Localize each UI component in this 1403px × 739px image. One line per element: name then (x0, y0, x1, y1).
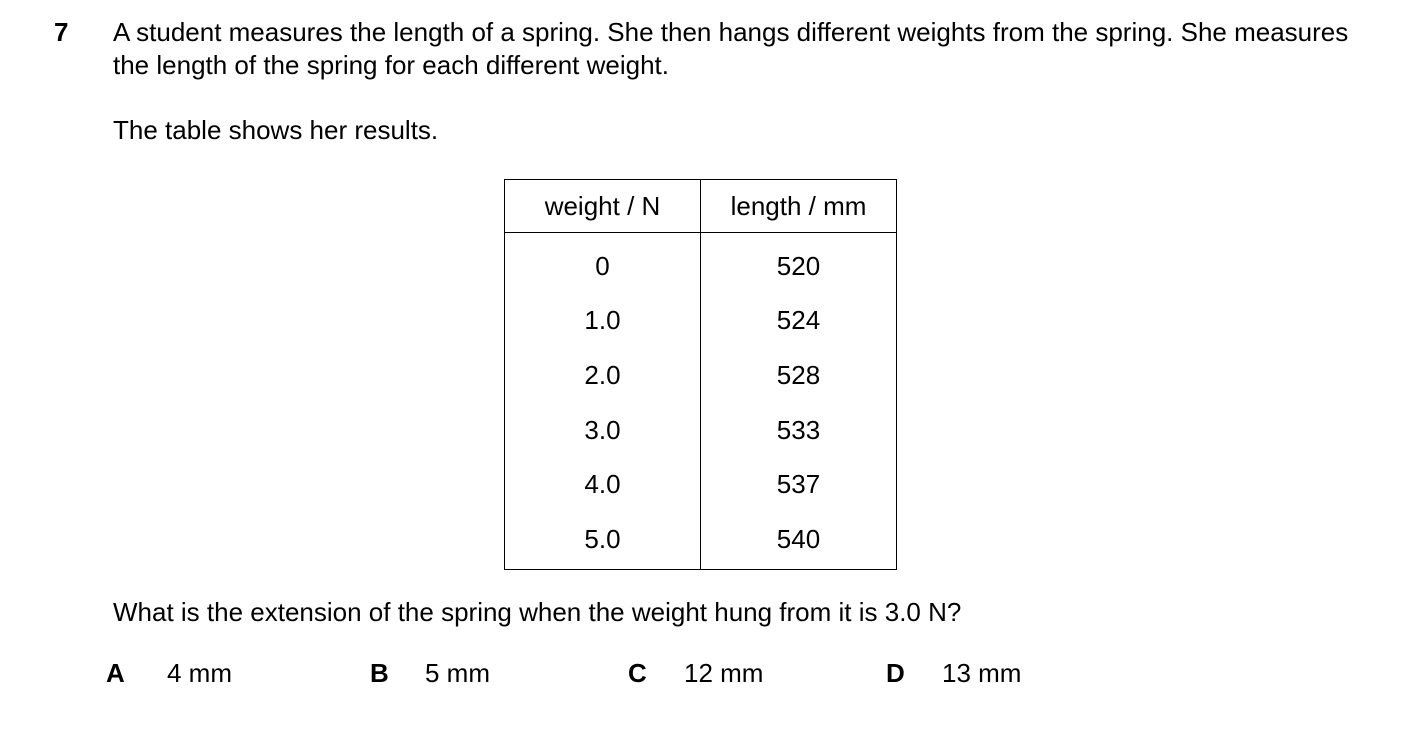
weight-cell: 3.0 (505, 403, 701, 458)
length-cell: 524 (701, 294, 897, 349)
length-cell: 540 (701, 512, 897, 569)
option-d-letter: D (886, 658, 905, 688)
option-d-text: 13 mm (942, 658, 1022, 688)
weight-cell: 0 (505, 233, 701, 294)
table-row (505, 457, 897, 512)
option-c-letter: C (628, 658, 647, 688)
length-cell: 537 (701, 457, 897, 512)
table-row (505, 403, 897, 458)
table-row (505, 348, 897, 403)
length-cell: 533 (701, 403, 897, 458)
option-c-text: 12 mm (684, 658, 764, 688)
length-cell: 528 (701, 348, 897, 403)
question-number: 7 (54, 17, 69, 47)
option-a-letter: A (106, 658, 125, 688)
table-intro: The table shows her results. (113, 115, 439, 145)
weight-cell: 2.0 (505, 348, 701, 403)
weight-cell: 4.0 (505, 457, 701, 512)
weight-cell: 1.0 (505, 294, 701, 349)
length-cell: 520 (701, 233, 897, 294)
table-row (505, 294, 897, 349)
table-row (505, 512, 897, 569)
option-b-letter: B (370, 658, 389, 688)
option-a-text: 4 mm (167, 658, 232, 688)
header-weight: weight / N (505, 180, 701, 233)
table-header-row (505, 180, 897, 233)
header-length: length / mm (701, 180, 897, 233)
table-row (505, 233, 897, 294)
option-b-text: 5 mm (425, 658, 490, 688)
results-table (504, 179, 897, 570)
question-stem: A student measures the length of a spring. She then hangs different weights from the spring. She measures the length of the spring for each different weight. (113, 17, 1349, 80)
weight-cell: 5.0 (505, 512, 701, 569)
question-prompt: What is the extension of the spring when the weight hung from it is 3.0 N? (113, 597, 962, 627)
